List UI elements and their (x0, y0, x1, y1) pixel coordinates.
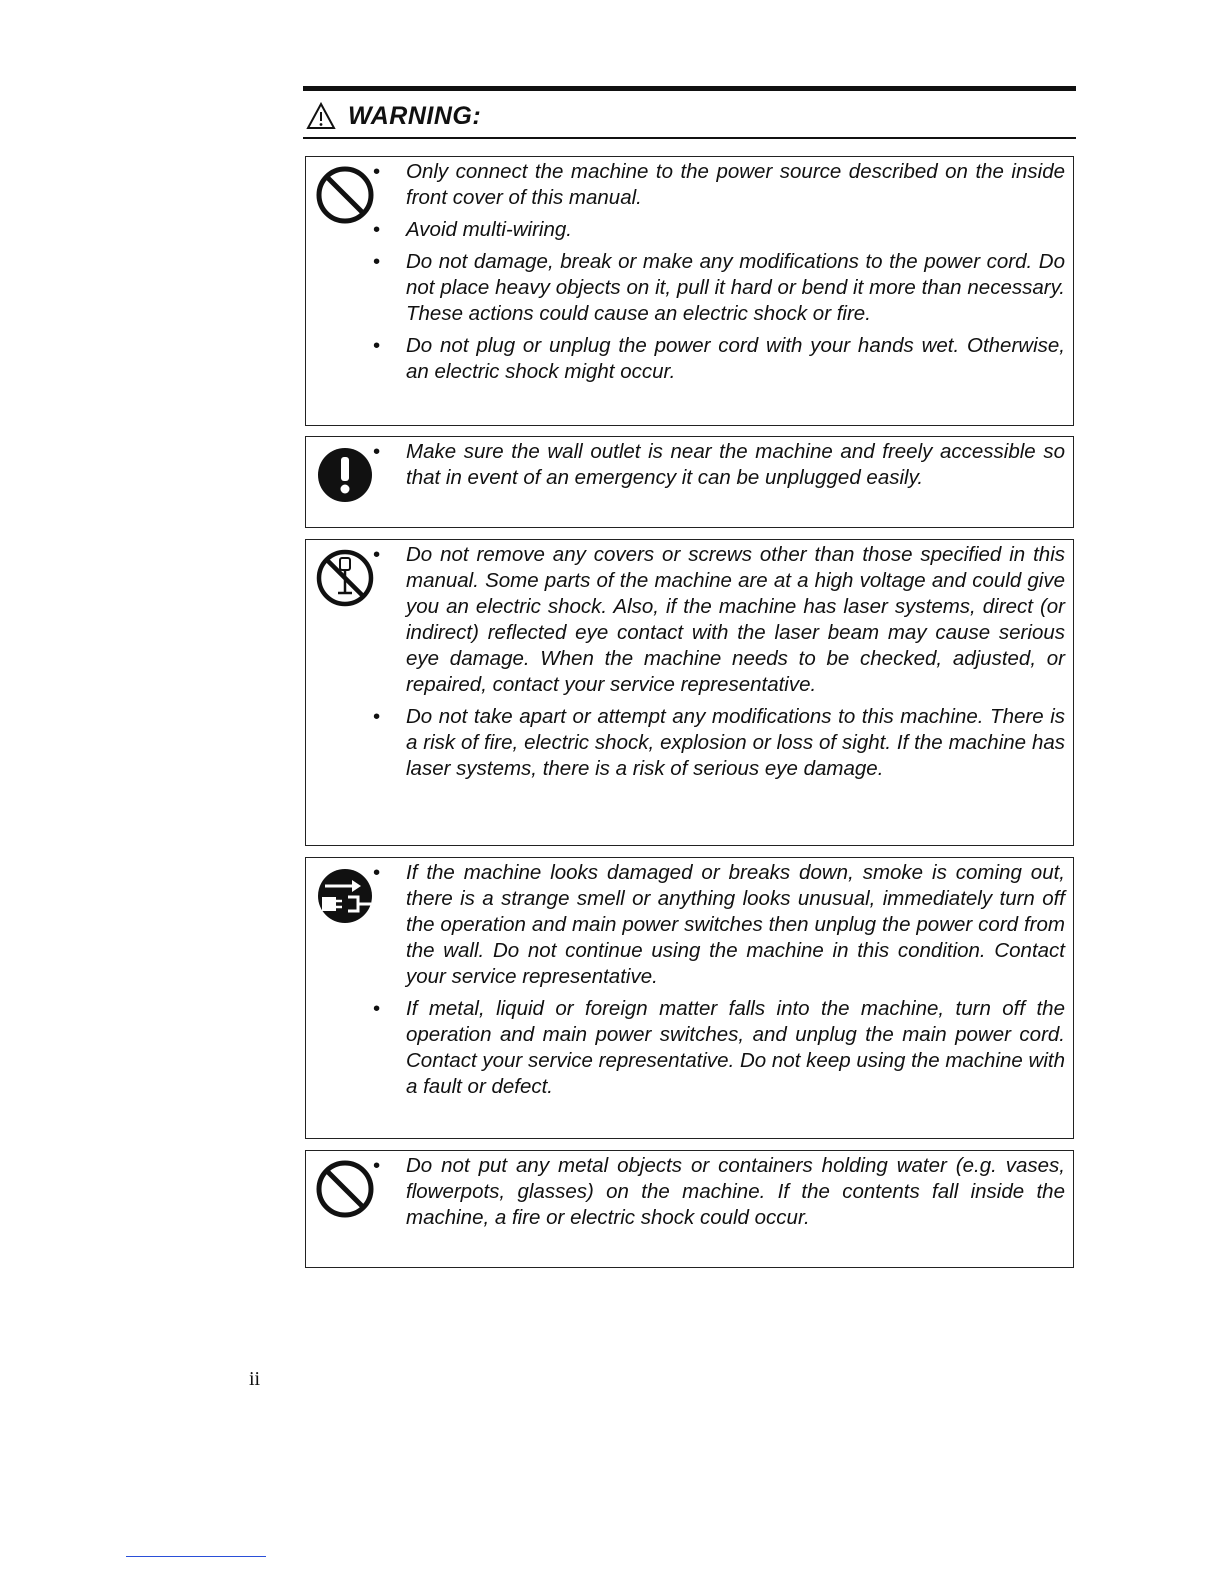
mandatory-action-icon (314, 444, 376, 506)
list-item: • Do not remove any covers or screws other than those specified in this manual. Some parts of the machine are at a high voltage and could give you an electric shock. Also, if the machine has laser systems, direct (or indirect) reflected eye contact with the laser beam may cause serious eye damage. When the machine needs to be checked, adjusted, or repaired, contact your service representative. (406, 542, 1065, 698)
warning-triangle-icon (306, 102, 336, 130)
bottom-link-underline (126, 1556, 266, 1557)
warning-list (406, 1153, 1065, 1237)
prohibited-icon (314, 1158, 376, 1220)
warning-box-power-source (305, 156, 1074, 426)
list-item: • Avoid multi-wiring. (406, 217, 1065, 243)
list-item: • Do not take apart or attempt any modifications to this machine. There is a risk of fire, electric shock, explosion or loss of sight. If the machine has laser systems, there is a risk of serious eye damage. (406, 704, 1065, 782)
warning-list (406, 860, 1065, 1106)
warning-list (406, 542, 1065, 788)
warning-box-metal-objects (305, 1150, 1074, 1268)
no-disassembly-icon (314, 547, 376, 609)
list-item: • Do not plug or unplug the power cord with your hands wet. Otherwise, an electric shock might occur. (406, 333, 1065, 385)
warning-box-wall-outlet (305, 436, 1074, 528)
list-item: • Do not put any metal objects or containers holding water (e.g. vases, flowerpots, glasses) on the machine. If the contents fall inside the machine, a fire or electric shock could occur. (406, 1153, 1065, 1231)
page-number: ii (249, 1368, 261, 1390)
top-rule (303, 86, 1076, 91)
list-item: • If metal, liquid or foreign matter falls into the machine, turn off the operation and main power switches, and unplug the main power cord. Contact your service representative. Do not keep using the machine with a fault or defect. (406, 996, 1065, 1100)
warning-title: WARNING: (348, 101, 482, 130)
warning-list (406, 159, 1065, 391)
unplug-power-icon (314, 865, 376, 927)
list-item: • If the machine looks damaged or breaks down, smoke is coming out, there is a strange smell or anything looks unusual, immediately turn off the operation and main power switches then unplug the power cord from the wall. Do not continue using the machine in this condition. Contact your service representative. (406, 860, 1065, 990)
warning-box-covers (305, 539, 1074, 846)
warning-list (406, 439, 1065, 497)
header-rule (303, 137, 1076, 139)
prohibited-icon (314, 164, 376, 226)
list-item: • Only connect the machine to the power source described on the inside front cover of this manual. (406, 159, 1065, 211)
warning-header (306, 96, 481, 136)
warning-box-damage (305, 857, 1074, 1139)
list-item: • Do not damage, break or make any modifications to the power cord. Do not place heavy objects on it, pull it hard or bend it more than necessary. These actions could cause an electric shock or fire. (406, 249, 1065, 327)
list-item: • Make sure the wall outlet is near the machine and freely accessible so that in event of an emergency it can be unplugged easily. (406, 439, 1065, 491)
